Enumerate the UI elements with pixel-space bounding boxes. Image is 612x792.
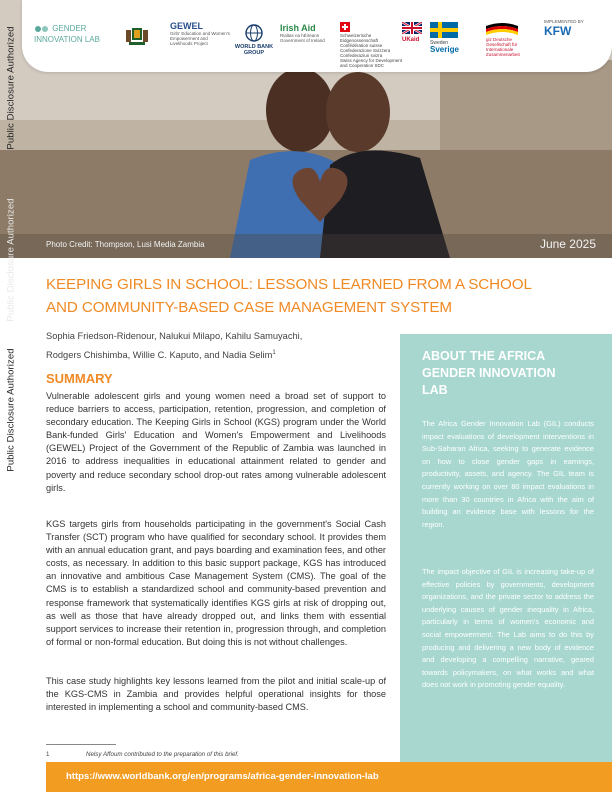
author-line-1: Sophia Friedson-Ridenour, Nalukui Milapo, Kahilu Samuyachi, <box>46 331 303 341</box>
globe-icon <box>244 24 264 42</box>
sidebar-paragraph-1: The Africa Gender Innovation Lab (GIL) conducts impact evaluations of development interventions in Sub-Saharan Africa, seeking to generate evidence on how to close gender gaps in earnings, productivity, assets, and agency. The GIL team is currently working on over 80 impact evaluations in more than 30 countries in Africa with the aim of building an evidence base with lessons for the region. <box>422 419 594 529</box>
irish-aid-logo-subtitle: Rialtas na hÉireann Government of Ireland <box>280 32 325 43</box>
footnote <box>46 744 386 758</box>
disclosure-label-top-text: Public Disclosure Authorized <box>5 26 17 150</box>
document-title: KEEPING GIRLS IN SCHOOL: LESSONS LEARNED FROM A SCHOOL AND COMMUNITY-BASED CASE MANAGEMENT SYSTEM <box>46 276 532 316</box>
publication-date: June 2025 <box>539 237 596 251</box>
sweden-logo <box>430 22 480 55</box>
summary-paragraph-2: KGS targets girls from households participating in the government's Social Cash Transfer (SCT) program who have qualified for secondary school. It provides them with an annual education grant, and pays boarding and examination fees, and other costs, as necessary. In addition to this basic support package, KGS has introduced an innovative and ambitious Case Management System (CMS). The goal of the CMS is to establish a standardized school and community-based prevention and response framework that systematically identifies KGS girls at risk of dropping out, as well as those that have already dropped out, and links them with essential support services to increase their retention in, progression through, and completion of formal or non-formal education. But doing this is not without challenges. <box>46 519 386 647</box>
sidebar-paragraph-2: The impact objective of GIL is increasing take-up of effective policies by governments, development organizations, and the private sector to address the underlying causes of gender inequality in Africa, particularly in terms of women's economic and social empowerment. The Lab aims to do this by producing and delivering a new body of evidence and developing a compelling narrative, geared towards policymakers, on what works and what does not work in promoting gender equality. <box>422 567 594 690</box>
sidebar-title: ABOUT THE AFRICA GENDER INNOVATION LAB <box>422 349 556 397</box>
swiss-logo-text: Schweizerische Eidgenossenschaft Confédération suisse Confederazione Svizzera Confederaziun svizra <box>340 32 391 58</box>
german-flag-wave-icon <box>486 22 518 36</box>
summary-paragraph-3: This case study highlights key lessons learned from the pilot and initial scale-up of the KGS-CMS in Zambia and provides helpful operational insights for those interested in implementing a school and community-based CMS. <box>46 676 386 713</box>
ukaid-logo-text: UKaid <box>402 36 420 43</box>
world-bank-logo <box>226 24 282 56</box>
photo-credit: Photo Credit: Thompson, Lusi Media Zambia <box>46 240 205 249</box>
giz-logo-text: giz Deutsche Gesellschaft für Internationale Zusammenarbeit <box>486 36 520 57</box>
gewel-logo-subtitle: Girls' Education and Women's Empowerment and Livelihoods Project <box>170 30 230 46</box>
kfw-logo <box>544 20 594 38</box>
swiss-cross-icon <box>340 22 350 32</box>
zambia-coat-of-arms-logo <box>124 22 152 48</box>
gil-website-link[interactable]: https://www.worldbank.org/en/programs/africa-gender-innovation-lab <box>66 771 379 782</box>
gil-logo-text: GENDER INNOVATION LAB <box>34 24 100 44</box>
footnote-number: 1 <box>46 751 50 758</box>
about-gil-sidebar <box>400 334 612 764</box>
disclosure-label-middle <box>0 190 22 330</box>
disclosure-label-bottom-text: Public Disclosure Authorized <box>5 348 17 472</box>
sweden-logo-text: Sverige <box>430 45 459 55</box>
gewel-logo <box>170 22 230 47</box>
sweden-logo-subtitle: Sweden <box>430 39 449 46</box>
irish-aid-logo <box>280 24 332 44</box>
kfw-logo-subtitle: IMPLEMENTED BY <box>544 19 584 24</box>
partner-logo-banner <box>22 0 612 72</box>
footnote-text: Nelsy Affoum contributed to the preparation of this brief. <box>86 751 239 758</box>
union-jack-icon <box>402 22 422 34</box>
author-line-2-text: Rodgers Chishimba, Willie C. Kaputo, and Nadia Selim <box>46 350 273 361</box>
footer-bar <box>46 762 612 792</box>
swiss-logo-subtitle: Swiss Agency for Development and Cooperation SDC <box>340 57 403 68</box>
swiss-sdc-logo <box>340 22 404 69</box>
kfw-logo-text: KFW <box>544 23 572 38</box>
ukaid-logo <box>402 22 424 43</box>
author-footnote-mark: 1 <box>272 350 276 356</box>
author-line-2 <box>46 345 346 364</box>
swedish-flag-icon <box>430 22 458 38</box>
coat-of-arms-icon <box>124 22 150 48</box>
summary-paragraph-1: Vulnerable adolescent girls and young women need a broad set of support to reduce barriers to access, participation, retention, progression, and completion of secondary education. The Keeping Girls in School (KGS) program under the World Bank-funded Girls' Education and Women's Empowerment and Livelihoods (GEWEL) Project of the Government of the Republic of Zambia was launched in 2016 to address inequalities in educational attainment related to gender and poverty and reduce secondary school drop-out rates among vulnerable adolescent girls. <box>46 391 386 493</box>
disclosure-label-top <box>0 18 22 158</box>
footnote-rule <box>46 744 116 745</box>
disclosure-label-bottom <box>0 340 22 480</box>
world-bank-logo-text: WORLD BANK GROUP <box>234 44 274 57</box>
irish-aid-logo-text: Irish Aid <box>280 23 316 33</box>
gender-innovation-lab-logo <box>34 22 118 45</box>
summary-heading: SUMMARY <box>46 371 113 386</box>
gil-mark-icon <box>34 22 50 36</box>
disclosure-label-middle-text: Public Disclosure Authorized <box>5 198 17 322</box>
giz-germany-logo <box>486 22 534 58</box>
gewel-logo-text: GEWEL <box>170 21 203 31</box>
author-list <box>46 328 346 364</box>
